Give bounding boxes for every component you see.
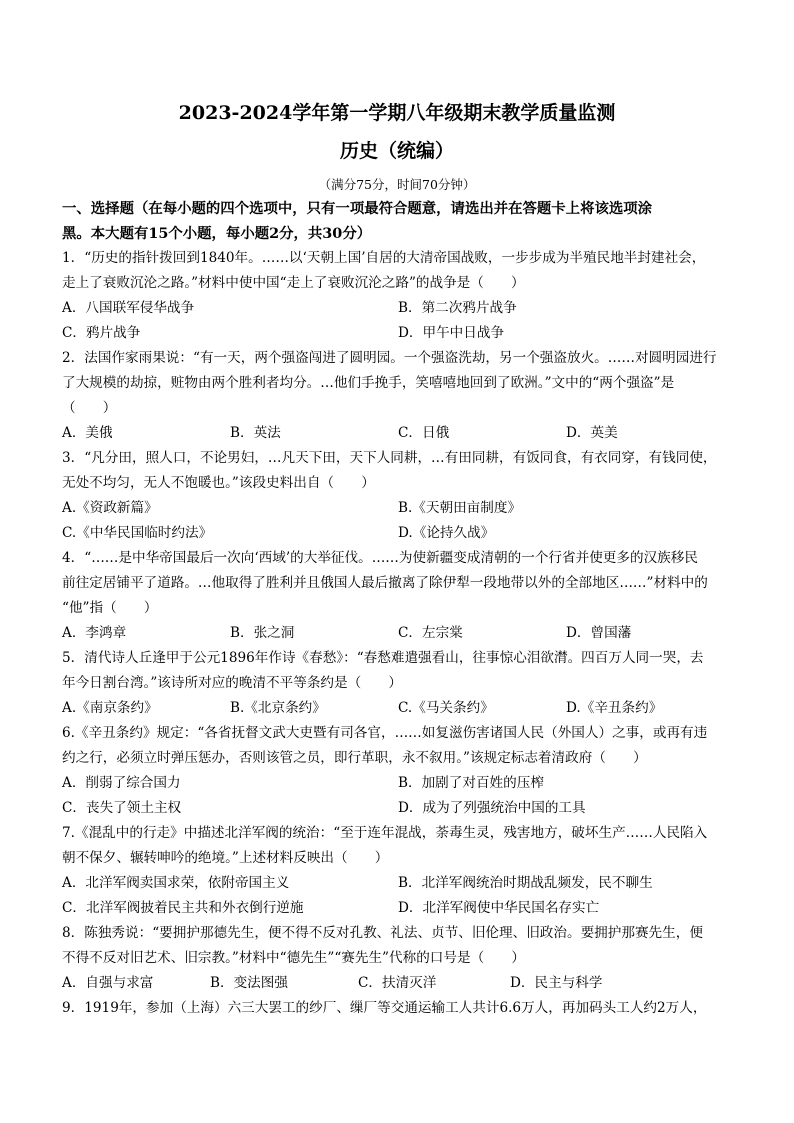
option-b: B．加剧了对百姓的压榨 <box>398 775 544 791</box>
question-5-stem: 年今日割台湾。”该诗所对应的晚清不平等条约是（ ） <box>62 675 402 691</box>
question-6-stem: 约之行，必须立时弹压惩办，否则该管之员，即行革职，永不叙用。”该规定标志着清政府（ ） <box>62 750 647 766</box>
exam-title: 2023-2024学年第一学期八年级期末教学质量监测 <box>178 102 616 124</box>
section-heading-line-1: 一、选择题（在每小题的四个选项中，只有一项最符合题意，请选出并在答题卡上将该选项涂 <box>62 200 653 217</box>
option-d: D．成为了列强统治中国的工具 <box>398 800 586 816</box>
question-1-options-row <box>62 321 742 346</box>
question-2-stem: 2．法国作家雨果说：“有一天，两个强盗闯进了圆明园。一个强盗洗劫，另一个强盗放火。……对圆明园进行 <box>62 350 717 366</box>
option-d: D.《论持久战》 <box>398 525 495 541</box>
option-a: A．北洋军阀卖国求荣，依附帝国主义 <box>62 875 290 891</box>
option-d: D．北洋军阀使中华民国名存实亡 <box>398 900 600 916</box>
question-3-options-row <box>62 496 742 521</box>
question-6-stem: 6.《辛丑条约》规定：“各省抚督文武大吏暨有司各官，……如复滋伤害诸国人民（外国人）之事，或再有违 <box>62 725 708 741</box>
question-2-options-row <box>62 421 742 446</box>
option-d: D．甲午中日战争 <box>398 325 505 341</box>
option-c: C．北洋军阀披着民主共和外衣倒行逆施 <box>62 900 304 916</box>
question-3-options-row <box>62 521 742 546</box>
option-d: D．英美 <box>566 425 618 441</box>
option-b: B．变法图强 <box>210 975 288 991</box>
option-c: C．扶清灭洋 <box>358 975 437 991</box>
option-a: A．削弱了综合国力 <box>62 775 181 791</box>
exam-subject: 历史（统编） <box>339 140 454 162</box>
question-4-stem: “他”指（ ） <box>62 600 158 616</box>
question-4-options-row <box>62 621 742 646</box>
question-6-options-row <box>62 771 742 796</box>
question-6-options-row <box>62 796 742 821</box>
option-b: B.《北京条约》 <box>230 700 326 716</box>
question-1-stem: 1．“历史的指针拨回到1840年。……以‘天朝上国’自居的大清帝国战败，一步步成为半殖民地半封建社会， <box>62 250 706 266</box>
option-c: C．丧失了领土主权 <box>62 800 182 816</box>
option-d: D．曾国藩 <box>566 625 632 641</box>
option-c: C．左宗棠 <box>398 625 463 641</box>
question-7-options-row <box>62 896 742 921</box>
question-4-stem: 前往定居铺平了道路。…他取得了胜利并且俄国人最后撤离了除伊犁一段地带以外的全部地区……”材料中的 <box>62 575 708 591</box>
question-5-stem: 5．清代诗人丘逢甲于公元1896年作诗《春愁》：“春愁难遣强看山，往事惊心泪欲潸。四百万人同一哭，去 <box>62 650 704 666</box>
option-b: B．英法 <box>230 425 281 441</box>
question-2-stem: （ ） <box>62 400 117 416</box>
question-8-stem: 不得不反对旧艺术、旧宗教。”材料中“德先生”“赛先生”代称的口号是（ ） <box>62 950 525 966</box>
section-heading-line-2: 黑。本大题有15个小题，每小题2分，共30分） <box>62 225 372 242</box>
option-a: A．自强与求富 <box>62 975 154 991</box>
option-c: C.《马关条约》 <box>398 700 494 716</box>
option-b: B．北洋军阀统治时期战乱频发，民不聊生 <box>398 875 653 891</box>
option-d: D．民主与科学 <box>510 975 603 991</box>
option-d: D.《辛丑条约》 <box>566 700 663 716</box>
option-c: C．日俄 <box>398 425 450 441</box>
question-7-stem: 7.《混乱中的行走》中描述北洋军阀的统治：“至于连年混战，荼毒生灵，残害地方，破坏生产……人民陷入 <box>62 825 708 841</box>
question-7-stem: 朝不保夕、辗转呻吟的绝境。”上述材料反映出（ ） <box>62 850 389 866</box>
question-4-stem: 4．“……是中华帝国最后一次向‘西域’的大举征伐。……为使新疆变成清朝的一个行省并使更多的汉族移民 <box>62 550 698 566</box>
exam-content <box>62 196 742 1021</box>
question-3-stem: 无处不均匀，无人不饱暖也。”该段史料出自（ ） <box>62 475 375 491</box>
question-9-stem: 9．1919年，参加（上海）六三大罢工的纱厂、缫厂等交通运输工人共计6.6万人，再加码头工人约2万人， <box>62 1000 707 1016</box>
question-8-stem: 8．陈独秀说：“要拥护那德先生，便不得不反对孔教、礼法、贞节、旧伦理、旧政治。要拥护那赛先生，便 <box>62 925 703 941</box>
option-a: A．美俄 <box>62 425 113 441</box>
question-7-options-row <box>62 871 742 896</box>
option-a: A．李鸿章 <box>62 625 127 641</box>
option-b: B．第二次鸦片战争 <box>398 300 517 316</box>
option-a: A．八国联军侵华战争 <box>62 300 195 316</box>
question-5-options-row <box>62 696 742 721</box>
option-a: A.《资政新篇》 <box>62 500 158 516</box>
option-b: B．张之洞 <box>230 625 295 641</box>
question-3-stem: 3．“凡分田，照人口，不论男妇，…凡天下田，天下人同耕，…有田同耕，有饭同食，有衣同穿，有钱同使， <box>62 450 717 466</box>
question-8-options-row <box>62 971 742 996</box>
exam-note: （满分75分，时间70分钟） <box>318 177 476 192</box>
question-2-stem: 了大规模的劫掠，赃物由两个胜利者均分。…他们手挽手，笑嘻嘻地回到了欧洲。”文中的“两个强盗”是 <box>62 375 675 391</box>
option-c: C.《中华民国临时约法》 <box>62 525 213 541</box>
option-c: C．鸦片战争 <box>62 325 141 341</box>
question-1-options-row <box>62 296 742 321</box>
option-b: B.《天朝田亩制度》 <box>398 500 522 516</box>
question-1-stem: 走上了衰败沉沦之路。”材料中使中国“走上了衰败沉沦之路”的战争是（ ） <box>62 275 525 291</box>
option-a: A.《南京条约》 <box>62 700 158 716</box>
